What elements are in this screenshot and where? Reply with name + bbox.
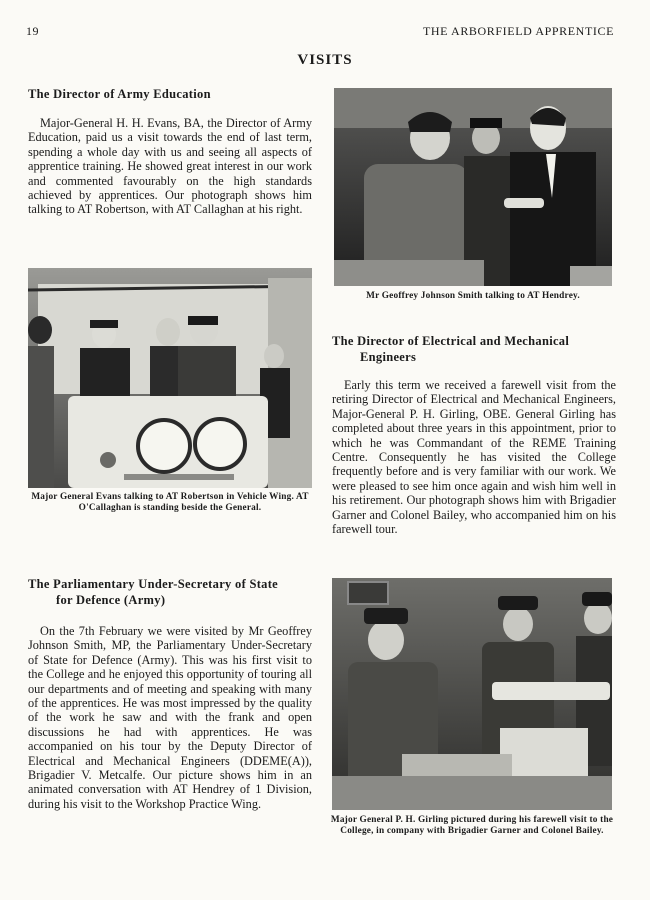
heading-reme [332,333,622,365]
caption-vehicle-wing: Major General Evans talking to AT Robertson in Vehicle Wing. AT O'Callaghan is standing beside the General. [31,492,309,513]
article-army-education [28,116,312,217]
photo-workshop-hendrey [334,88,612,286]
heading-reme-line2: Engineers [360,350,417,364]
article-reme-text: Early this term we received a farewell visit from the retiring Director of Electrical and Mechanical Engineers, Major-General P. H. Girling, OBE. General Girling has completed about three years in this appointment, prior to which he was Commandant of the REME Training Centre. Consequently he has visited the College frequently before and is very familiar with our work. We were pleased to see him once again and wish him well in his retirement. Our photograph shows him with Brigadier Garner and Colonel Bailey, who accompanied him on his farewell tour. [332,378,616,537]
publication-title: THE ARBORFIELD APPRENTICE [422,24,614,38]
caption-girling-farewell: Major General P. H. Girling pictured during his farewell visit to the College, in company with Brigadier Garner and Colonel Bailey. [330,815,614,836]
article-army-education-text: Major-General H. H. Evans, BA, the Director of Army Education, paid us a visit towards the end of last term, spending a whole day with us and seeing all aspects of apprentice training. He showed great interest in our work and commented favourably on the high standards achieved by apprentices. Our photograph shows him talking to AT Robertson, with AT Callaghan at his right. [28,116,312,217]
article-reme [332,378,616,536]
heading-parliamentary-line1: The Parliamentary Under-Secretary of State [28,577,279,591]
photo-girling-farewell [332,578,612,810]
heading-reme-line1: The Director of Electrical and Mechanical [332,334,570,348]
caption-workshop-hendrey: Mr Geoffrey Johnson Smith talking to AT Hendrey. [366,291,580,301]
article-parliamentary [28,624,312,811]
heading-army-education: The Director of Army Education [28,87,211,101]
page-title: VISITS [297,52,353,68]
heading-parliamentary-line2: for Defence (Army) [56,593,166,607]
heading-parliamentary [28,576,324,608]
photo-vehicle-wing [28,268,312,488]
article-parliamentary-text: On the 7th February we were visited by Mr Geoffrey Johnson Smith, MP, the Parliamentary Under-Secretary of State for Defence (Army). This was his first visit to the College and he enjoyed this opportunity of touring all our departments and of meeting and speaking with many of the apprentices. He was most impressed by the quality of the work he saw and with the frank and open discussions he had with apprentices. He was accompanied on his tour by the Deputy Director of Electrical and Mechanical Engineers (DDEME(A)), Brigadier V. Metcalfe. Our picture shows him in an animated conversation with AT Hendrey of 1 Division, during his visit to the Workshop Practice Wing. [28,624,312,811]
page-number: 19 [26,24,39,38]
